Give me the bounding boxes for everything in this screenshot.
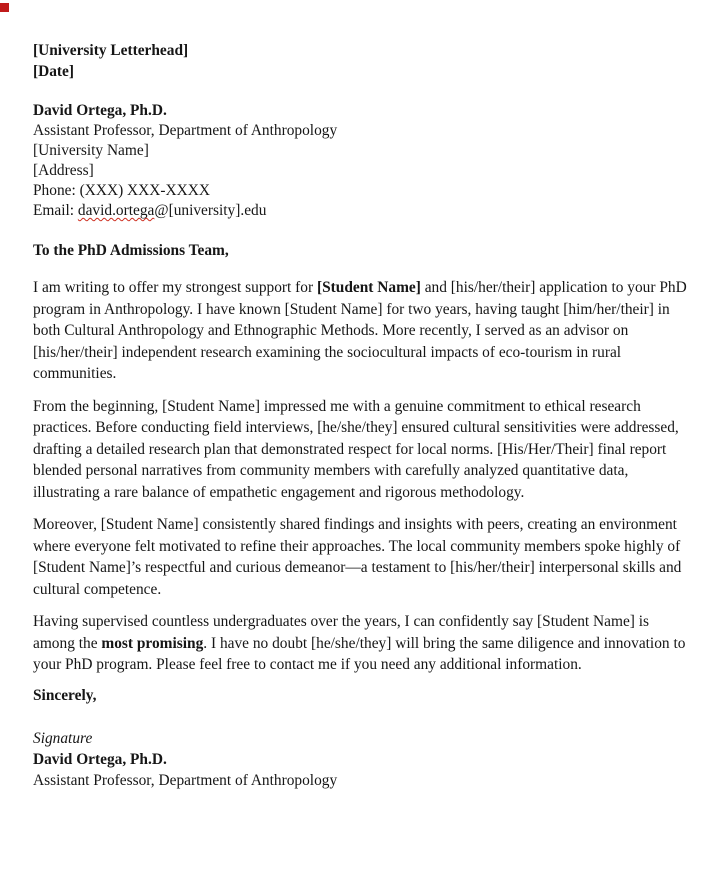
letter-paragraph	[33, 611, 693, 676]
date-placeholder: [Date]	[33, 63, 75, 80]
paragraph-text: and [his/her/their] application to your PhD program in Anthropology. I have known [Student Name] for two years, having taught [him/her/their] in both Cultural Anthropology and Ethnographic Methods. More recently, I served as an advisor on [his/her/their] independent research examining the sociocultural impacts of eco-tourism in rural communities.	[33, 279, 687, 382]
signature-block	[33, 728, 693, 791]
signature-placeholder: Signature	[33, 729, 93, 747]
paragraph-text: Moreover, [Student Name] consistently shared findings and insights with peers, creating an environment where everyone felt motivated to refine their approaches. The local community members spoke highly of [Student Name]’s respectful and curious demeanor—a testament to [his/her/their] interpersonal skills and cultural competence.	[33, 516, 682, 598]
sender-name: David Ortega, Ph.D.	[33, 102, 167, 119]
emphasized-text: [Student Name]	[316, 279, 421, 296]
paragraph-text: Having supervised countless undergraduates over the years, I can confidently say [Student Name] is among the	[33, 613, 650, 652]
email-label: Email:	[33, 202, 78, 219]
sender-address: [Address]	[33, 162, 94, 179]
letter-paragraph	[33, 514, 693, 600]
signature-title: Assistant Professor, Department of Anthropology	[33, 771, 338, 789]
sender-info-block	[33, 101, 693, 221]
letter-paragraph	[33, 396, 693, 504]
closing: Sincerely,	[33, 686, 97, 704]
sender-title: Assistant Professor, Department of Anthropology	[33, 122, 338, 139]
red-corner-marker	[0, 3, 9, 12]
paragraph-text: I am writing to offer my strongest support for	[33, 279, 317, 296]
letterhead-block	[33, 40, 693, 82]
signature-name: David Ortega, Ph.D.	[33, 750, 167, 768]
paragraph-text: From the beginning, [Student Name] impressed me with a genuine commitment to ethical research practices. Before conducting field interviews, [he/she/they] ensured cultural sensitivities were addressed, drafting a detailed research plan that demonstrated respect for local norms. [His/Her/Their] final report blended personal narratives from community members with carefully analyzed quantitative data, illustrating a rare balance of empathetic engagement and rigorous methodology.	[33, 397, 679, 501]
sender-email-line	[33, 201, 693, 221]
letter-paragraph	[33, 277, 693, 385]
letterhead-placeholder: [University Letterhead]	[33, 42, 189, 59]
sender-phone: Phone: (XXX) XXX-XXXX	[33, 182, 210, 199]
salutation: To the PhD Admissions Team,	[33, 242, 229, 259]
emphasized-text: most promising	[101, 634, 204, 652]
paragraph-text: . I have no doubt [he/she/they] will bring the same diligence and innovation to your PhD program. Please feel free to contact me if you need any additional information.	[33, 634, 686, 673]
email-username-spellcheck: david.ortega	[77, 202, 155, 219]
email-domain: @[university].edu	[154, 202, 267, 219]
letter-body	[33, 277, 693, 676]
sender-university: [University Name]	[33, 142, 149, 159]
